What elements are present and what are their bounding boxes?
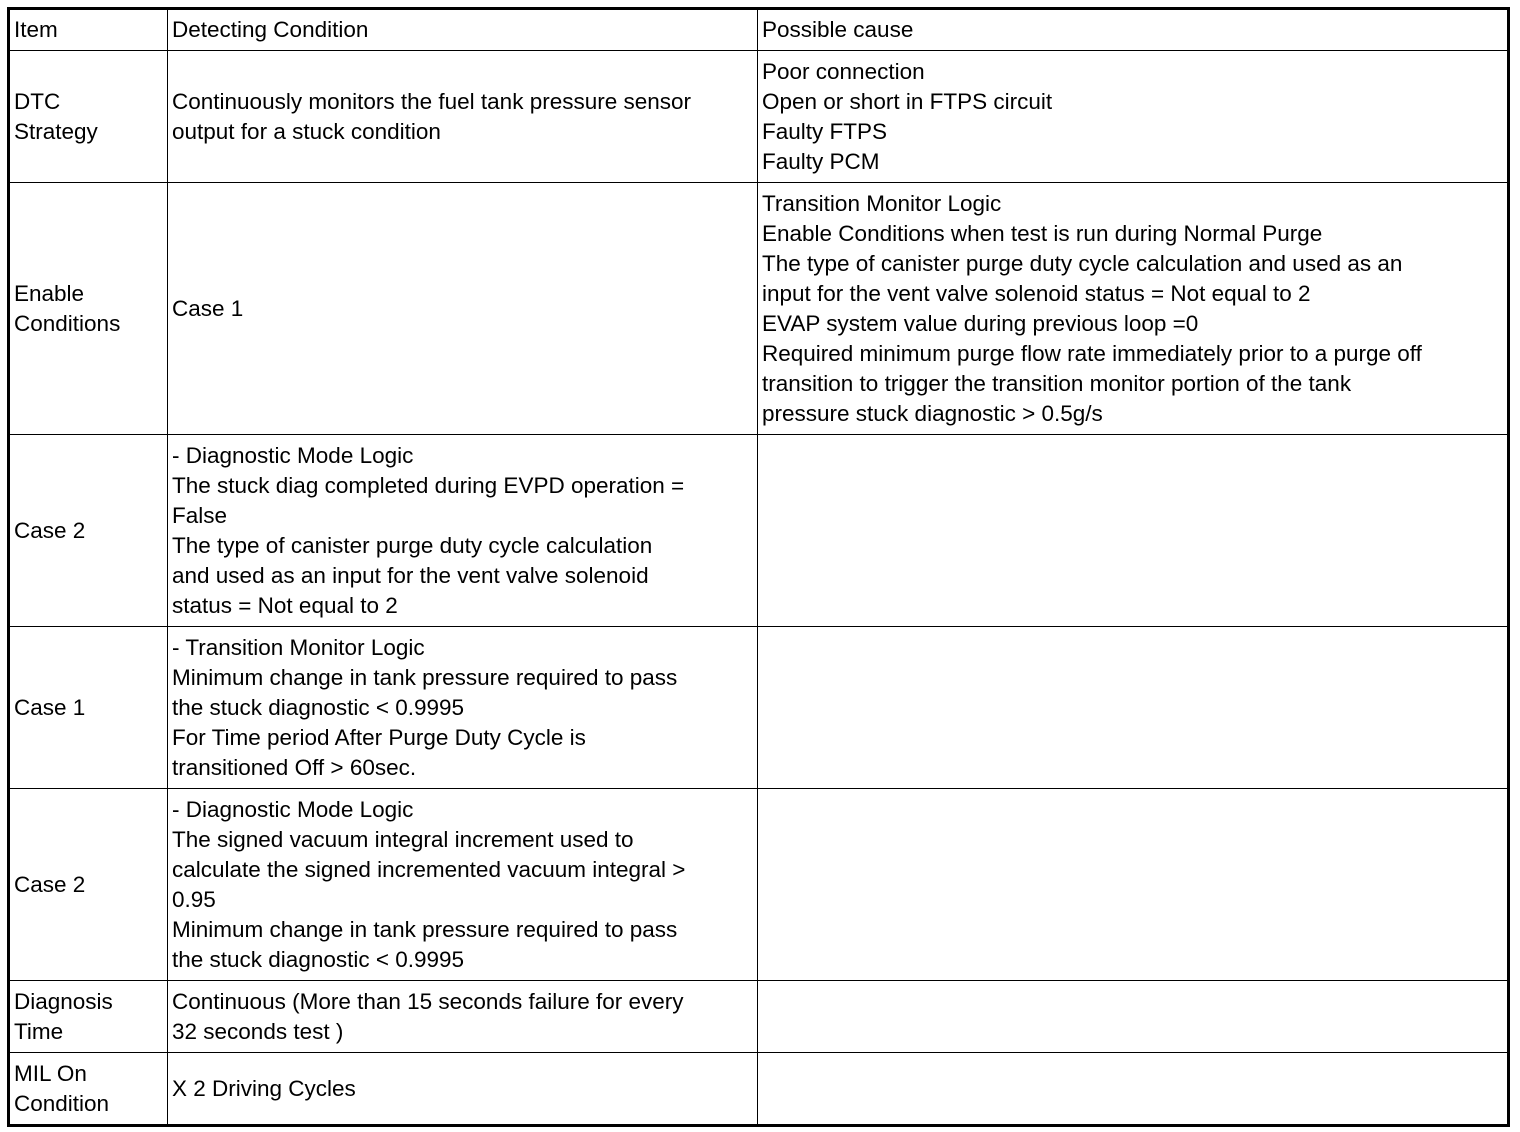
cell-item — [9, 183, 168, 435]
cell-text: The type of canister purge duty cycle calculation and used as an — [762, 250, 1403, 276]
cell-text: Transition Monitor Logic — [762, 190, 1002, 216]
cell-text: Continuous (More than 15 seconds failure for every — [172, 988, 684, 1014]
cell-text: output for a stuck condition — [172, 118, 441, 144]
header-detecting-condition: Detecting Condition — [168, 9, 758, 51]
cell-text: DTC — [14, 88, 61, 114]
cell-item — [9, 1053, 168, 1126]
cell-detecting-condition — [168, 183, 758, 435]
cell-text: transitioned Off > 60sec. — [172, 754, 417, 780]
cell-text: calculate the signed incremented vacuum integral > — [172, 856, 686, 882]
cell-text: For Time period After Purge Duty Cycle is — [172, 724, 586, 750]
cell-text: Condition — [14, 1090, 110, 1116]
cell-possible-cause — [758, 627, 1509, 789]
cell-text: Open or short in FTPS circuit — [762, 88, 1053, 114]
cell-text: EVAP system value during previous loop =0 — [762, 310, 1199, 336]
cell-text: Case 1 — [172, 295, 244, 321]
cell-text: 0.95 — [172, 886, 216, 912]
cell-text: Time — [14, 1018, 64, 1044]
cell-item — [9, 627, 168, 789]
cell-text: Enable Conditions when test is run during Normal Purge — [762, 220, 1323, 246]
cell-text: transition to trigger the transition monitor portion of the tank — [762, 370, 1352, 396]
cell-text: The stuck diag completed during EVPD operation = — [172, 472, 685, 498]
cell-possible-cause — [758, 1053, 1509, 1126]
cell-text: Diagnosis — [14, 988, 113, 1014]
header-item: Item — [9, 9, 168, 51]
cell-detecting-condition — [168, 435, 758, 627]
cell-text: the stuck diagnostic < 0.9995 — [172, 694, 465, 720]
cell-text: Strategy — [14, 118, 98, 144]
cell-possible-cause — [758, 789, 1509, 981]
cell-possible-cause — [758, 183, 1509, 435]
cell-text: The type of canister purge duty cycle calculation — [172, 532, 653, 558]
cell-text: pressure stuck diagnostic > 0.5g/s — [762, 400, 1103, 426]
cell-possible-cause — [758, 981, 1509, 1053]
table-row — [9, 435, 1509, 627]
cell-text: status = Not equal to 2 — [172, 592, 398, 618]
cell-text: Faulty FTPS — [762, 118, 888, 144]
cell-text: and used as an input for the vent valve solenoid — [172, 562, 649, 588]
table-row — [9, 183, 1509, 435]
cell-detecting-condition — [168, 51, 758, 183]
table-row — [9, 51, 1509, 183]
table-row — [9, 627, 1509, 789]
cell-text: Conditions — [14, 310, 121, 336]
cell-text: Required minimum purge flow rate immediately prior to a purge off — [762, 340, 1422, 366]
cell-text: Enable — [14, 280, 85, 306]
cell-text: the stuck diagnostic < 0.9995 — [172, 946, 465, 972]
cell-possible-cause — [758, 51, 1509, 183]
cell-detecting-condition — [168, 1053, 758, 1126]
cell-text: Poor connection — [762, 58, 925, 84]
cell-text: Case 1 — [14, 694, 86, 720]
cell-text: The signed vacuum integral increment used to — [172, 826, 634, 852]
diagnostic-table — [7, 7, 1510, 1127]
cell-text: Continuously monitors the fuel tank pressure sensor — [172, 88, 692, 114]
cell-item — [9, 981, 168, 1053]
cell-detecting-condition — [168, 789, 758, 981]
cell-item — [9, 789, 168, 981]
cell-text: - Diagnostic Mode Logic — [172, 442, 414, 468]
cell-text: Minimum change in tank pressure required to pass — [172, 664, 678, 690]
cell-text: - Transition Monitor Logic — [172, 634, 425, 660]
header-possible-cause: Possible cause — [758, 9, 1509, 51]
cell-text: X 2 Driving Cycles — [172, 1075, 356, 1101]
cell-text: 32 seconds test ) — [172, 1018, 344, 1044]
cell-possible-cause — [758, 435, 1509, 627]
table-header-row — [9, 9, 1509, 51]
cell-text: MIL On — [14, 1060, 87, 1086]
cell-text: Faulty PCM — [762, 148, 880, 174]
cell-text: input for the vent valve solenoid status = Not equal to 2 — [762, 280, 1311, 306]
cell-item — [9, 51, 168, 183]
table-row — [9, 981, 1509, 1053]
table-row — [9, 789, 1509, 981]
cell-text: Case 2 — [14, 517, 86, 543]
cell-detecting-condition — [168, 627, 758, 789]
cell-text: Case 2 — [14, 871, 86, 897]
cell-text: Minimum change in tank pressure required to pass — [172, 916, 678, 942]
cell-item — [9, 435, 168, 627]
table-row — [9, 1053, 1509, 1126]
cell-detecting-condition — [168, 981, 758, 1053]
cell-text: False — [172, 502, 228, 528]
cell-text: - Diagnostic Mode Logic — [172, 796, 414, 822]
